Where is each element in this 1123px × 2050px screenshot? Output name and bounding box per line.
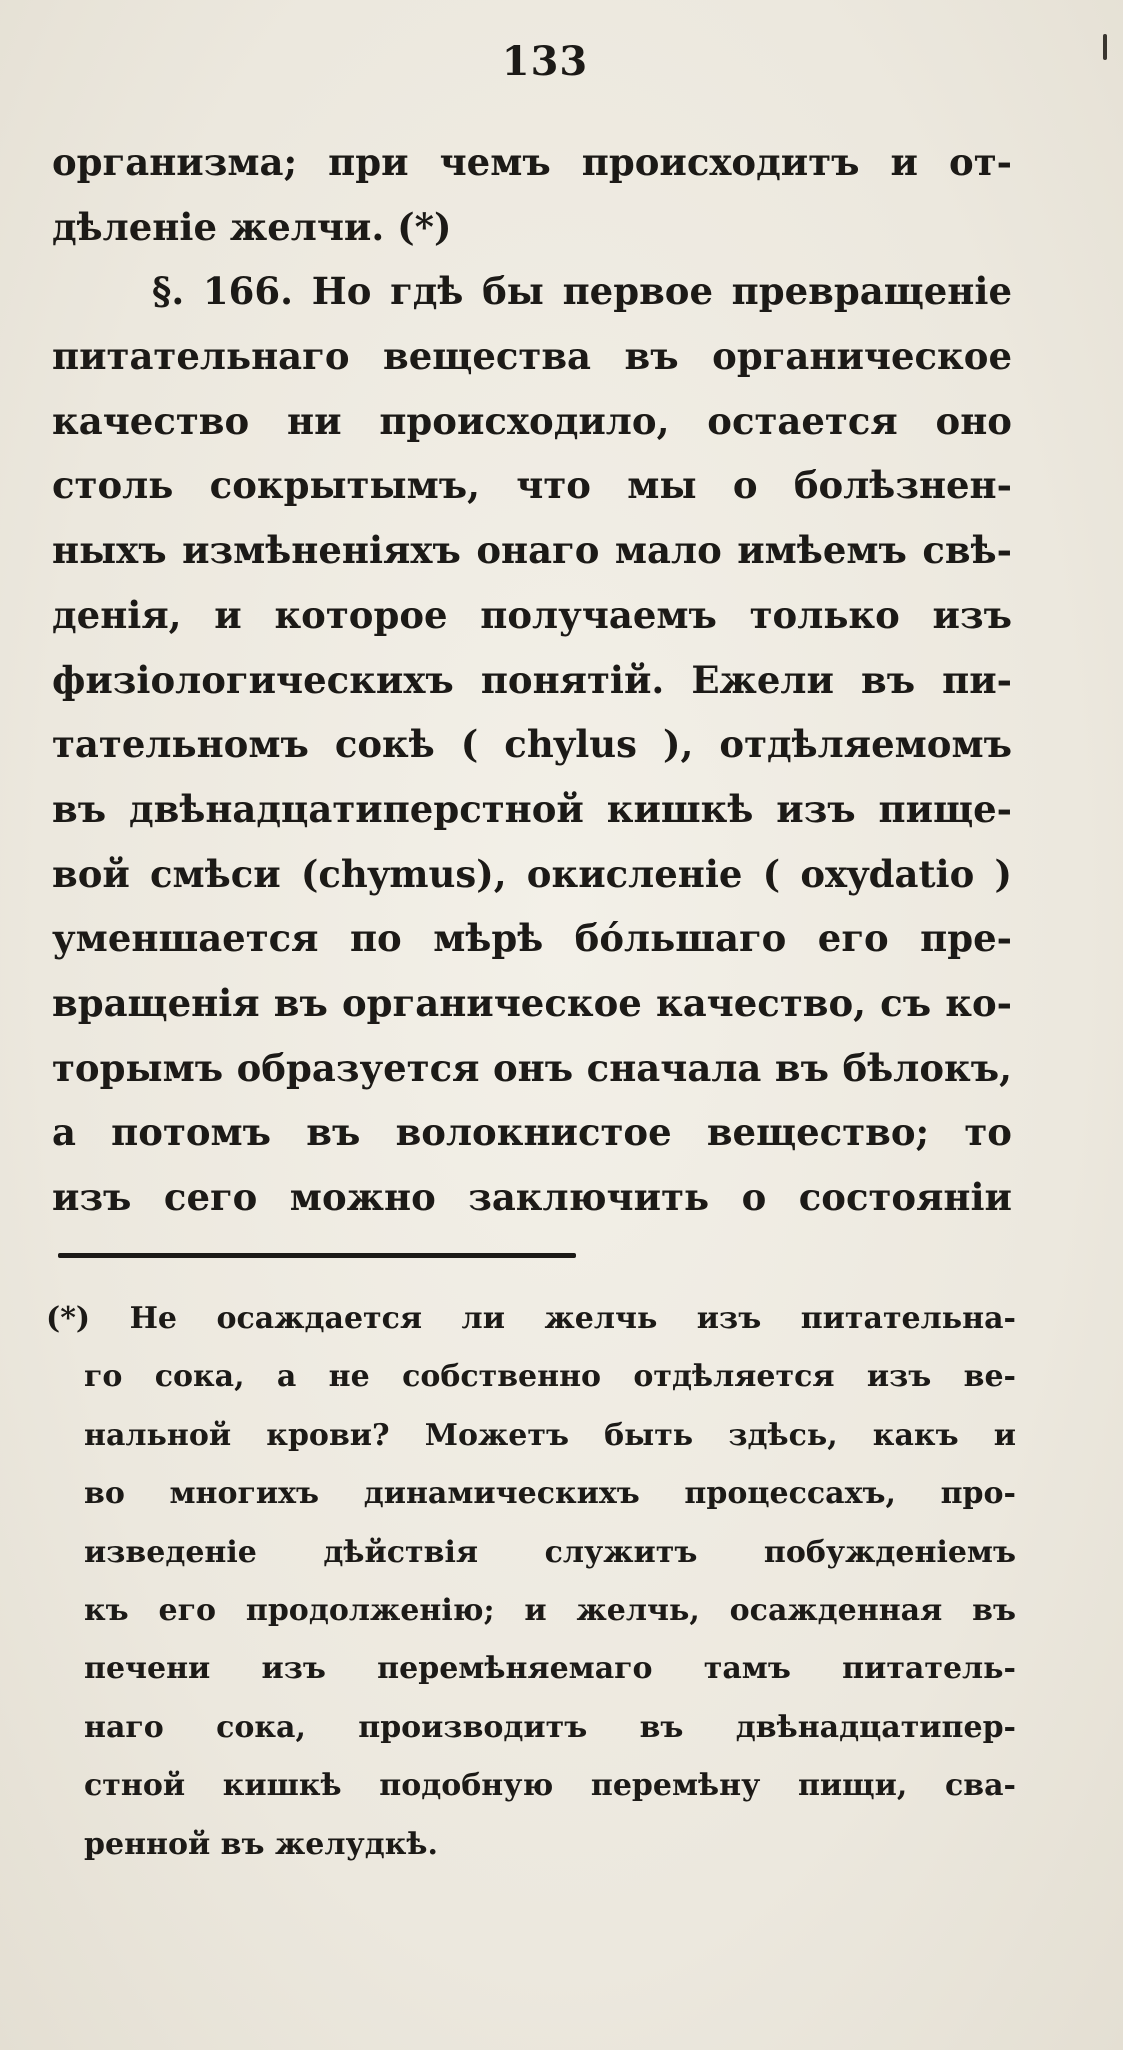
footnote-separator-rule (58, 1253, 576, 1258)
footnote-line: (*) Не осаждается ли желчь изъ питательна- (46, 1301, 1016, 1336)
text-line: физіологическихъ понятій. Ежели въ пи- (52, 657, 1012, 702)
footnote-line: нальной крови? Можетъ быть здѣсь, какъ и (84, 1417, 1016, 1453)
text-line: дѣленіе желчи. (*) (52, 204, 452, 249)
text-line: торымъ образуется онъ сначала въ бѣлокъ, (52, 1045, 1012, 1090)
text-line: уменшается по мѣрѣ бо́льшаго его пре- (52, 916, 1012, 961)
footnote-line: изведеніе дѣйствія служитъ побужденіемъ (84, 1534, 1016, 1570)
text-line: денія, и которое получаемъ только изъ (52, 592, 1012, 637)
text-line: а потомъ въ волокнистое вещество; то (52, 1110, 1012, 1155)
bleed-through-shadow (1043, 1240, 1123, 1600)
page-number: 133 (501, 38, 589, 85)
footnote-line: ренной въ желудкѣ. (84, 1826, 438, 1862)
text-line: питательнаго вещества въ органическое (52, 334, 1012, 379)
text-line: вой смѣси (chymus), окисленіе ( oxydatio ) (52, 851, 1012, 896)
footnote-line: печени изъ перемѣняемаго тамъ питатель- (84, 1651, 1016, 1687)
text-line: организма; при чемъ происходитъ и от- (52, 140, 1012, 184)
page-edge-mark (1103, 34, 1107, 60)
footnote-line: стной кишкѣ подобную перемѣну пищи, сва- (84, 1768, 1016, 1804)
text-line: ныхъ измѣненіяхъ онаго мало имѣемъ свѣ- (52, 528, 1012, 573)
footnote-block (46, 1290, 1016, 1874)
text-line: качество ни происходило, остается оно (52, 398, 1012, 443)
text-line: въ двѣнадцатиперстной кишкѣ изъ пище- (52, 786, 1012, 831)
footnote-line: во многихъ динамическихъ процессахъ, про- (84, 1476, 1016, 1512)
paragraph-start-line: §. 166. Но гдѣ бы первое превращеніе (152, 269, 1012, 314)
text-line: вращенія въ органическое качество, съ ко- (52, 980, 1012, 1025)
text-line: изъ сего можно заключить о состояніи (52, 1175, 1012, 1219)
footnote-line: наго сока, производитъ въ двѣнадцатипер- (84, 1709, 1016, 1745)
main-text-block (52, 130, 1012, 1230)
footnote-line: го сока, а не собственно отдѣляется изъ ве- (84, 1359, 1016, 1395)
footnote-line: къ его продолженію; и желчь, осажденная въ (84, 1592, 1016, 1628)
text-line: столь сокрытымъ, что мы о болѣзнен- (52, 463, 1012, 508)
text-line: тательномъ сокѣ ( chylus ), отдѣляемомъ (52, 722, 1012, 767)
